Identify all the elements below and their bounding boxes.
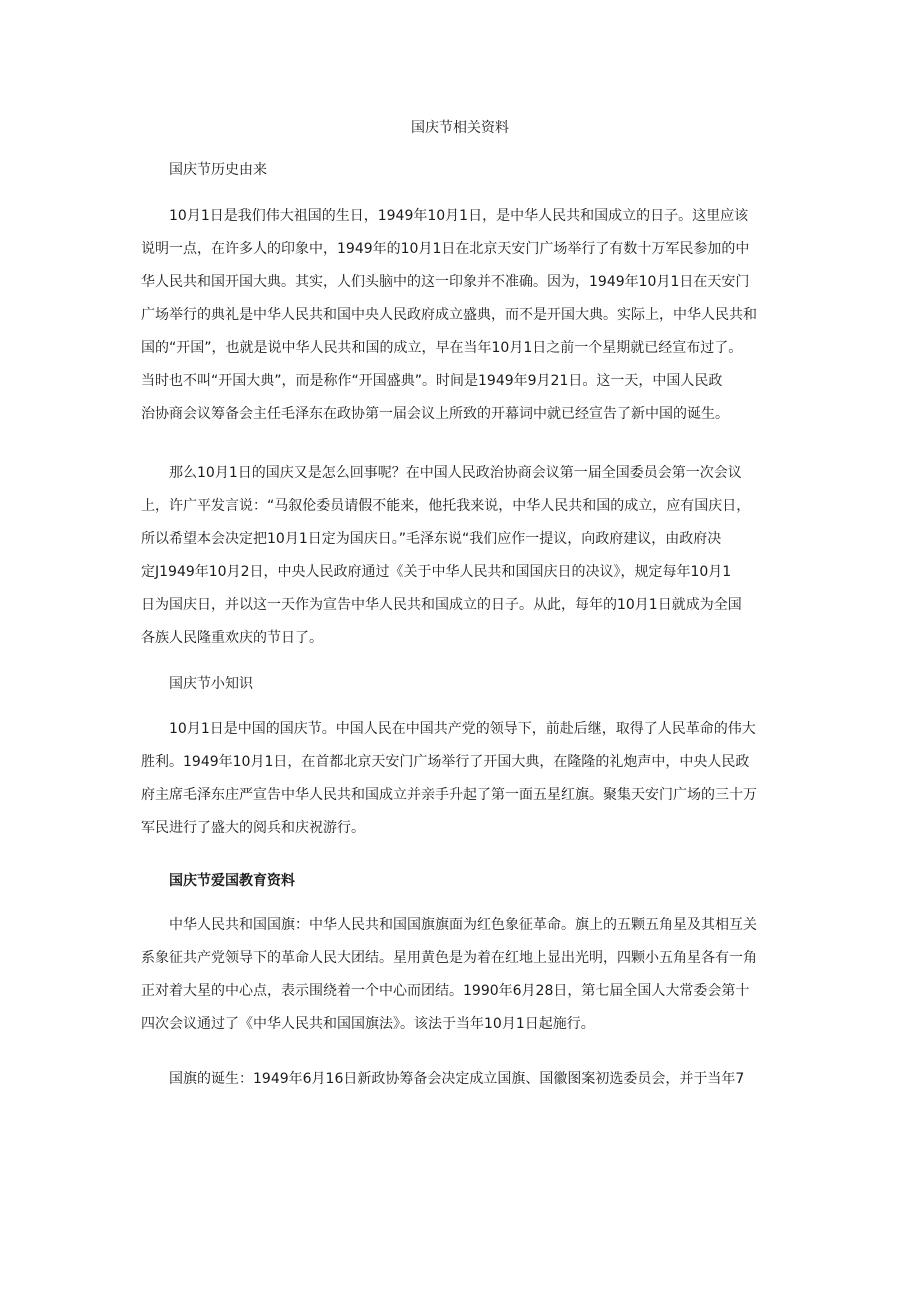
paragraph-line: 上，许广平发言说：“马叙伦委员请假不能来，他托我来说，中华人民共和国的成立，应有国庆日，: [141, 498, 751, 514]
paragraph-line: 所以希望本会决定把10月1日定为国庆日。”毛泽东说“我们应作一提议，向政府建议，由政府决: [141, 531, 722, 547]
section-heading-education: 国庆节爱国教育资料: [169, 873, 295, 889]
section-heading-history: 国庆节历史由来: [169, 162, 267, 178]
document-title: 国庆节相关资料: [411, 120, 509, 136]
paragraph-line: 各族人民隆重欢庆的节日了。: [141, 630, 323, 646]
paragraph-line: 中华人民共和国国旗：中华人民共和国国旗旗面为红色象征革命。旗上的五颗五角星及其相互关: [141, 917, 757, 933]
paragraph-line: 10月1日是我们伟大祖国的生日，1949年10月1日，是中华人民共和国成立的日子。这里应该: [141, 208, 749, 224]
paragraph-line: 国的“开国”，也就是说中华人民共和国的成立，早在当年10月1日之前一个星期就已经宣布过了。: [141, 340, 743, 356]
paragraph-line: 当时也不叫“开国大典”，而是称作“开国盛典”。时间是1949年9月21日。这一天，中国人民政: [141, 373, 723, 389]
paragraph-national-flag: [141, 909, 757, 1041]
paragraph-line: 胜利。1949年10月1日，在首都北京天安门广场举行了开国大典，在隆隆的礼炮声中，中央人民政: [141, 754, 750, 770]
paragraph-history-1: [141, 200, 757, 431]
paragraph-line: 正对着大星的中心点，表示围绕着一个中心而团结。1990年6月28日，第七届全国人大常委会第十: [141, 983, 750, 999]
paragraph-line: 军民进行了盛大的阅兵和庆祝游行。: [141, 820, 365, 836]
paragraph-knowledge: [141, 713, 757, 845]
paragraph-line: 说明一点，在许多人的印象中，1949年的10月1日在北京天安门广场举行了有数十万军民参加的中: [141, 241, 750, 257]
paragraph-line: 四次会议通过了《中华人民共和国国旗法》。该法于当年10月1日起施行。: [141, 1016, 595, 1032]
paragraph-line: 广场举行的典礼是中华人民共和国中央人民政府成立盛典，而不是开国大典。实际上，中华人民共和: [141, 307, 757, 323]
paragraph-line: 系象征共产党领导下的革命人民大团结。星用黄色是为着在红地上显出光明，四颗小五角星各有一角: [141, 950, 757, 966]
paragraph-history-2: [141, 457, 750, 655]
paragraph-line: 府主席毛泽东庄严宣告中华人民共和国成立并亲手升起了第一面五星红旗。聚集天安门广场的三十万: [141, 787, 757, 803]
paragraph-line: 10月1日是中国的国庆节。中国人民在中国共产党的领导下，前赴后继，取得了人民革命的伟大: [141, 721, 756, 737]
paragraph-line: 国旗的诞生：1949年6月16日新政协筹备会决定成立国旗、国徽图案初选委员会，并于当年7: [141, 1071, 745, 1087]
paragraph-line: 那么10月1日的国庆又是怎么回事呢？在中国人民政治协商会议第一届全国委员会第一次会议: [141, 465, 742, 481]
paragraph-flag-birth: [141, 1063, 744, 1096]
paragraph-line: 治协商会议筹备会主任毛泽东在政协第一届会议上所致的开幕词中就已经宣告了新中国的诞生。: [141, 406, 729, 422]
paragraph-line: 日为国庆日，并以这一天作为宣告中华人民共和国成立的日子。从此，每年的10月1日就成为全国: [141, 597, 742, 613]
paragraph-line: 定J1949年10月2日，中央人民政府通过《关于中华人民共和国国庆日的决议》，规定每年10月1: [141, 564, 732, 580]
section-heading-knowledge: 国庆节小知识: [169, 676, 253, 692]
paragraph-line: 华人民共和国开国大典。其实，人们头脑中的这一印象并不准确。因为，1949年10月1日在天安门: [141, 274, 750, 290]
